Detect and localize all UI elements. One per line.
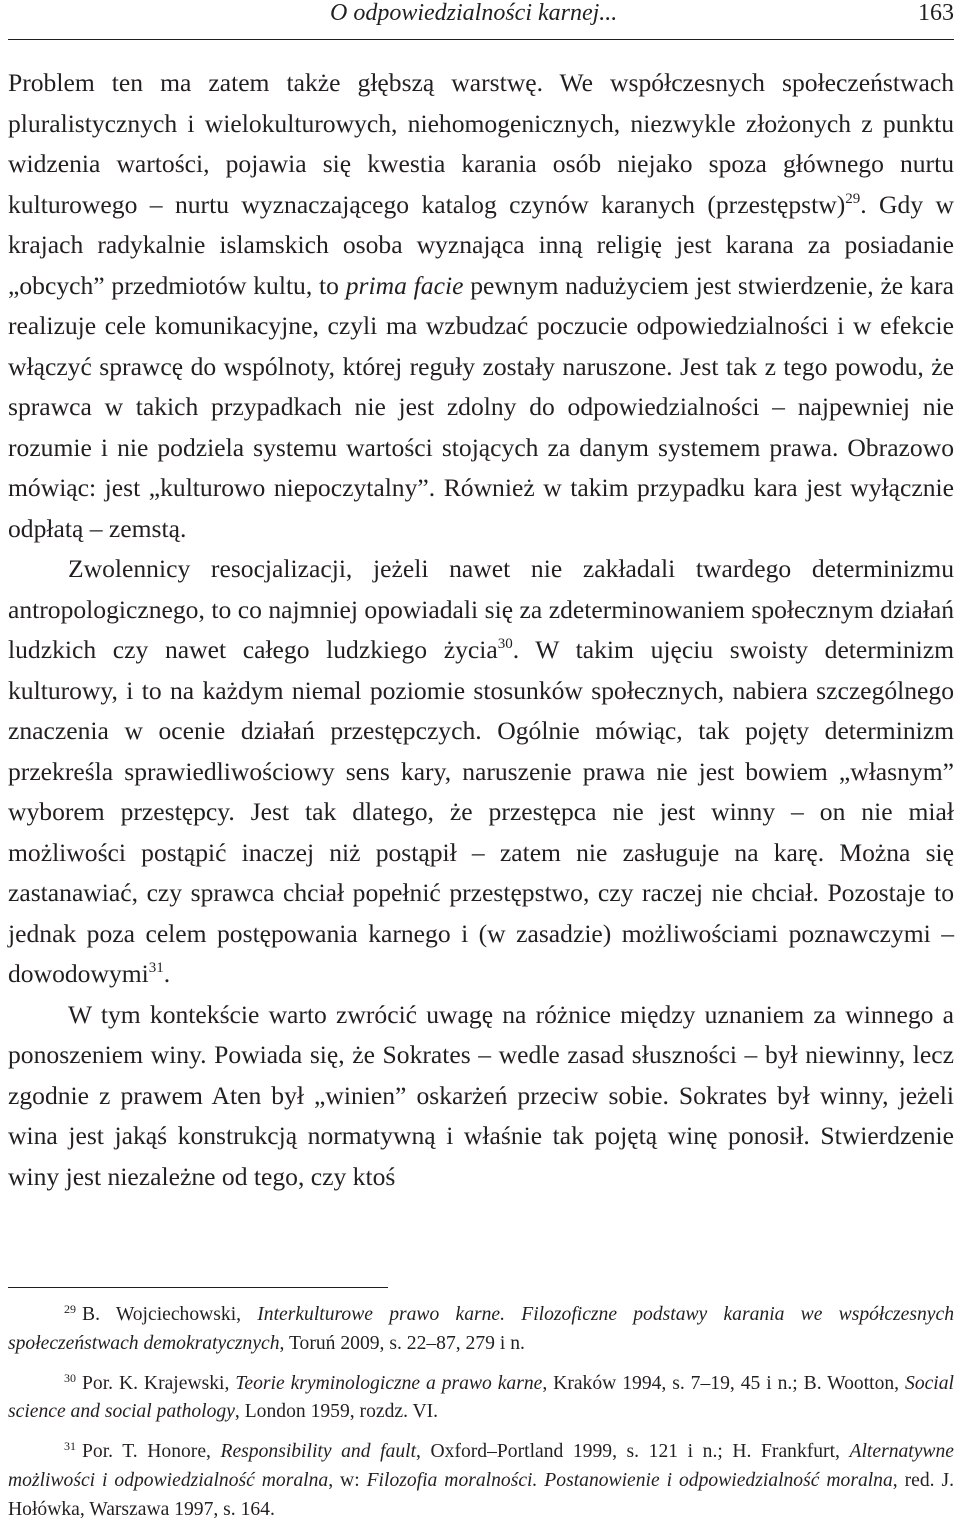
paragraph-3-text: W tym kontekście warto zwrócić uwagę na różnice między uznaniem za winnego a ponoszeniem winy. Powiada się, że Sokrates – wedle zasad słuszności – był niewinny, lecz zgodnie z prawem Aten był „winien” oskarżeń przeciw sobie. Sokrates był winny, jeżeli wina jest jakąś konstrukcją normatywną i właśnie tak pojętą winę ponosił. Stwierdzenie winy jest niezależne od tego, czy ktoś: [8, 999, 954, 1191]
footnote-text: , red. J. Hołówka, Warszawa 1997, s. 164.: [8, 1469, 955, 1520]
footnote-text: , London 1959, rozdz. VI.: [234, 1401, 439, 1423]
footnote-29: [8, 1301, 954, 1359]
footnote-work-title: Interkulturowe prawo karne. Filozoficzne podstawy karania we współczesnych społeczeństwach demokratycznych: [8, 1304, 954, 1354]
page-number: 163: [918, 0, 954, 26]
footnote-work-title: Alternatywne możliwości i odpowiedzialność moralna: [8, 1441, 954, 1491]
running-head-title: O odpowiedzialności karnej...: [330, 0, 618, 26]
body-text: [8, 63, 954, 1197]
paragraph-2-text-a: Zwolennicy resocjalizacji, jeżeli nawet nie zakładali twardego determinizmu antropologicznego, to co najmniej opowiadali się za zdeterminowaniem społecznym działań ludzkich czy nawet całego ludzkiego życia: [8, 554, 954, 664]
paragraph-2-text-b: . W takim ujęciu swoisty determinizm kulturowy, i to na każdym niemal poziomie stosunków społecznych, nabiera szczególnego znaczenia w ocenie działań przestępczych. Ogólnie mówiąc, tak pojęty determinizm przekreśla sprawiedliwościowy sens kary, naruszenie prawa nie jest bowiem „własnym” wyborem przestępcy. Jest tak dlatego, że przestępca nie jest winny – on nie miał możliwości postąpić inaczej niż postąpił – zatem nie zasługuje na karę. Można się zastanawiać, czy sprawca chciał popełnić przestępstwo, czy raczej nie chciał. Pozostaje to jednak poza celem postępowania karnego i (w zasadzie) możliwościami poznawczymi – dowodowymi: [8, 635, 954, 988]
footnote-ref-30[interactable]: 30: [497, 636, 513, 652]
footnote-number: 29: [64, 1302, 76, 1316]
paragraph-2-text-c: .: [163, 959, 171, 988]
footnote-text: Por. K. Krajewski,: [82, 1372, 236, 1394]
footnote-work-title: Social science and social pathology: [8, 1372, 954, 1423]
footnote-text: B. Wojciechowski,: [82, 1304, 258, 1325]
footnote-30: [8, 1370, 954, 1428]
footnote-ref-31[interactable]: 31: [148, 960, 164, 976]
footnote-separator: [8, 1287, 388, 1288]
running-head: [8, 0, 954, 40]
footnote-number: 31: [64, 1439, 76, 1454]
footnote-text: , Oxford–Portland 1999, s. 121 i n.; H. Frankfurt,: [416, 1441, 850, 1463]
footnote-text: Por. T. Honore,: [82, 1441, 221, 1463]
footnote-ref-29[interactable]: 29: [845, 190, 861, 207]
paragraph-1-latin-phrase: prima facie: [345, 270, 464, 300]
paragraph-1-text-b: . Gdy w krajach radykalnie islamskich osoba wyznająca inną religię jest karana za posiadanie „obcych” przedmiotów kultu, to: [8, 189, 954, 300]
footnote-number: 30: [64, 1370, 76, 1385]
footnote-text: , Kraków 1994, s. 7–19, 45 i n.; B. Wootton,: [542, 1372, 906, 1394]
footnote-work-title: Teorie kryminologiczne a prawo karne: [235, 1372, 543, 1394]
footnote-text: , w:: [328, 1469, 367, 1491]
footnote-work-title: Responsibility and fault: [220, 1441, 417, 1463]
footnote-text: , Toruń 2009, s. 22–87, 279 i n.: [279, 1332, 525, 1354]
footnote-work-title: Filozofia moralności. Postanowienie i odpowiedzialność moralna: [366, 1469, 893, 1491]
paragraph-1: [8, 63, 954, 549]
footnote-31: [8, 1438, 954, 1524]
paragraph-2: [8, 549, 954, 995]
paragraph-1-text-a: Problem ten ma zatem także głębszą warstwę. We współczesnych społeczeństwach pluralistycznych i wielokulturowych, niehomogenicznych, niezwykle złożonych z punktu widzenia wartości, pojawia się kwestia karania osób niejako spoza głównego nurtu kulturowego – nurtu wyznaczającego katalog czynów karanych (przestępstw): [8, 68, 954, 219]
footnotes: [8, 1301, 954, 1536]
paragraph-3: [8, 995, 954, 1198]
paragraph-1-text-c: pewnym nadużyciem jest stwierdzenie, że kara realizuje cele komunikacyjne, czyli ma wzbudzać poczucie odpowiedzialności i w efekcie włączyć sprawcę do wspólnoty, której reguły zostały naruszone. Jest tak z tego powodu, że sprawca w takich przypadkach nie jest zdolny do odpowiedzialności – najpewniej nie rozumie i nie podziela systemu wartości stojących za danym systemem prawa. Obrazowo mówiąc: jest „kulturowo niepoczytalny”. Również w takim przypadku kara jest wyłącznie odpłatą – zemstą.: [8, 270, 954, 543]
